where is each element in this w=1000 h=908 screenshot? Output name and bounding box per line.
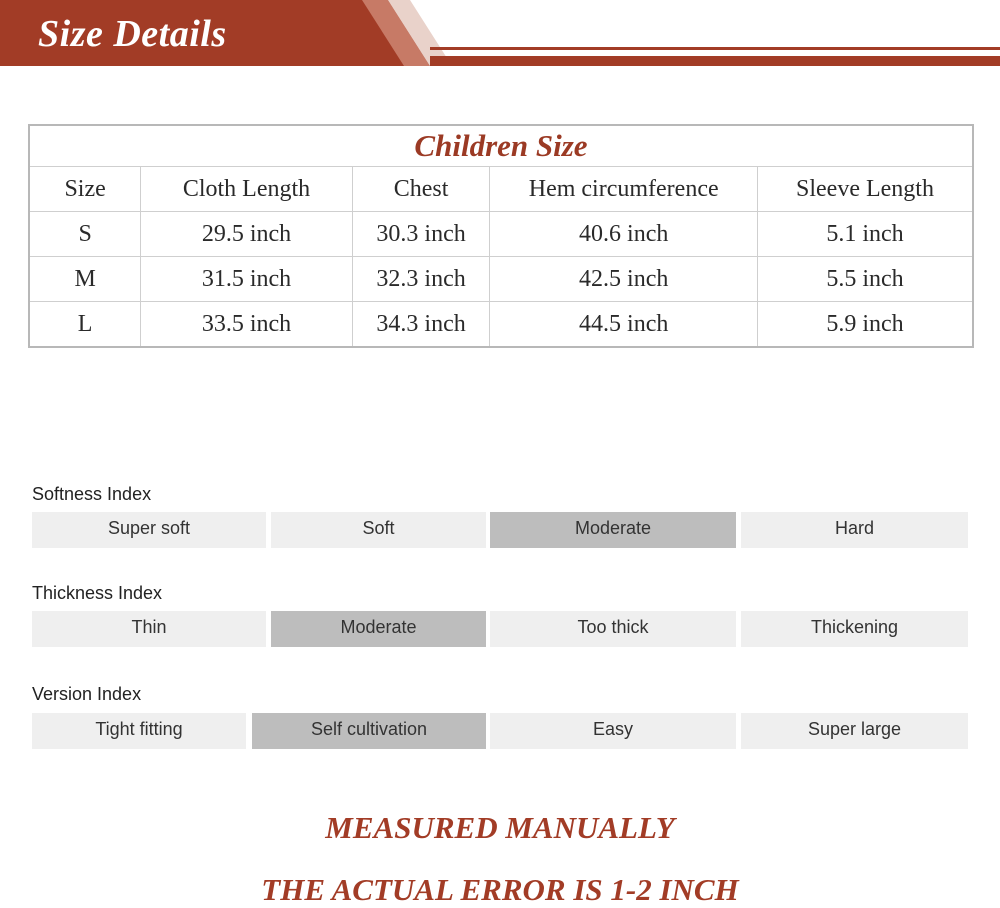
- softness-option-moderate: Moderate: [490, 512, 736, 548]
- thickness-option-moderate: Moderate: [271, 611, 486, 647]
- cloth-length-cell: 29.5 inch: [141, 212, 352, 257]
- sleeve-length-cell: 5.9 inch: [757, 302, 973, 348]
- cloth-length-cell: 31.5 inch: [141, 257, 352, 302]
- column-header-sleeve-length: Sleeve Length: [757, 167, 973, 212]
- chest-cell: 34.3 inch: [352, 302, 490, 348]
- thickness-option-thickening: Thickening: [741, 611, 968, 647]
- column-header-hem-circumference: Hem circumference: [490, 167, 758, 212]
- softness-index-scale: [32, 512, 968, 548]
- softness-option-super-soft: Super soft: [32, 512, 266, 548]
- chest-cell: 32.3 inch: [352, 257, 490, 302]
- size-cell: M: [29, 257, 141, 302]
- softness-option-hard: Hard: [741, 512, 968, 548]
- table-row: [29, 302, 973, 348]
- size-chart: [28, 124, 974, 348]
- column-header-size: Size: [29, 167, 141, 212]
- version-option-self-cultivation: Self cultivation: [252, 713, 486, 749]
- measurement-error-note: THE ACTUAL ERROR IS 1-2 INCH: [261, 872, 739, 907]
- measured-manually-note: MEASURED MANUALLY: [325, 810, 675, 845]
- hem-circumference-cell: 42.5 inch: [490, 257, 758, 302]
- version-index-label: Version Index: [32, 684, 142, 704]
- column-header-chest: Chest: [352, 167, 490, 212]
- cloth-length-cell: 33.5 inch: [141, 302, 352, 348]
- size-table: [28, 124, 974, 348]
- thickness-index-label: Thickness Index: [32, 583, 163, 603]
- softness-option-soft: Soft: [271, 512, 486, 548]
- thickness-option-thin: Thin: [32, 611, 266, 647]
- hem-circumference-cell: 40.6 inch: [490, 212, 758, 257]
- sleeve-length-cell: 5.1 inch: [757, 212, 973, 257]
- table-header-row: [29, 167, 973, 212]
- size-cell: L: [29, 302, 141, 348]
- table-caption: Children Size: [29, 125, 973, 167]
- header-banner: [0, 0, 1000, 70]
- thickness-option-too-thick: Too thick: [490, 611, 736, 647]
- version-index-scale: [32, 713, 968, 749]
- size-cell: S: [29, 212, 141, 257]
- hem-circumference-cell: 44.5 inch: [490, 302, 758, 348]
- sleeve-length-cell: 5.5 inch: [757, 257, 973, 302]
- version-option-easy: Easy: [490, 713, 736, 749]
- version-option-super-large: Super large: [741, 713, 968, 749]
- thickness-index-scale: [32, 611, 968, 647]
- page-title: Size Details: [38, 13, 227, 55]
- table-row: [29, 212, 973, 257]
- column-header-cloth-length: Cloth Length: [141, 167, 352, 212]
- table-row: [29, 257, 973, 302]
- chest-cell: 30.3 inch: [352, 212, 490, 257]
- version-option-tight-fitting: Tight fitting: [32, 713, 246, 749]
- softness-index-label: Softness Index: [32, 484, 152, 504]
